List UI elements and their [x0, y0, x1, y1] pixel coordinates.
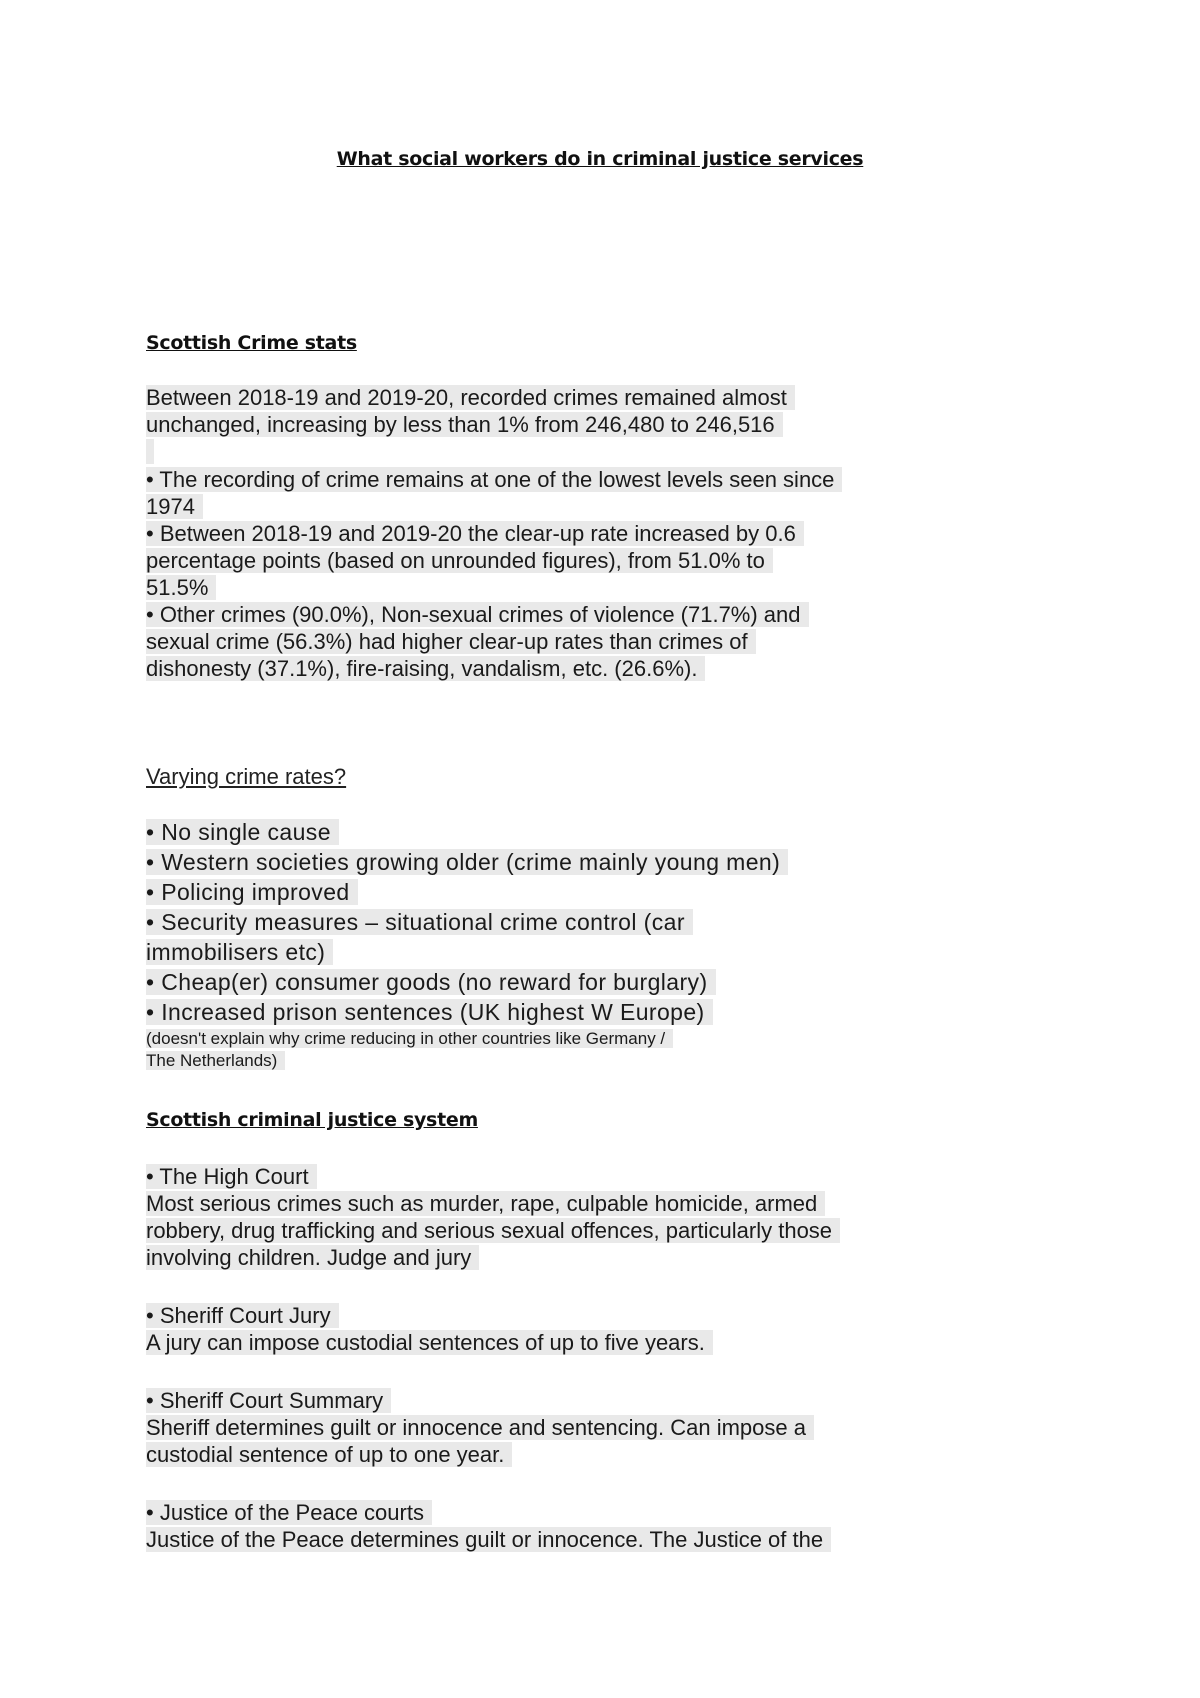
paragraph-line: robbery, drug trafficking and serious sexual offences, particularly those: [146, 1218, 840, 1243]
varying-rates-note: [146, 1028, 906, 1072]
bullet-line: dishonesty (37.1%), fire-raising, vandalism, etc. (26.6%).: [146, 656, 705, 681]
bullet-line: • No single cause: [146, 819, 339, 845]
bullet-line: • Justice of the Peace courts: [146, 1500, 432, 1525]
bullet-line: 1974: [146, 494, 203, 519]
paragraph-line: involving children. Judge and jury: [146, 1245, 479, 1270]
note-line: The Netherlands): [146, 1051, 285, 1070]
bullet-line: • Security measures – situational crime control (car: [146, 909, 693, 935]
paragraph-line: Between 2018-19 and 2019-20, recorded crimes remained almost: [146, 385, 795, 410]
bullet-line: immobilisers etc): [146, 939, 333, 965]
bullet-line: • Cheap(er) consumer goods (no reward for burglary): [146, 969, 716, 995]
paragraph-line: unchanged, increasing by less than 1% from 246,480 to 246,516: [146, 412, 783, 437]
bullet-line: percentage points (based on unrounded figures), from 51.0% to: [146, 548, 773, 573]
paragraph-line: A jury can impose custodial sentences of up to five years.: [146, 1330, 713, 1355]
section-varying-rates: [146, 763, 906, 790]
paragraph-line: Most serious crimes such as murder, rape, culpable homicide, armed: [146, 1191, 825, 1216]
sheriff-summary-block: [146, 1387, 906, 1468]
bullet-line: sexual crime (56.3%) had higher clear-up rates than crimes of: [146, 629, 756, 654]
bullet-line: • Sheriff Court Jury: [146, 1303, 339, 1328]
section-crime-stats: [146, 330, 906, 356]
section-heading: Scottish criminal justice system: [146, 1109, 478, 1131]
bullet-line: • Sheriff Court Summary: [146, 1388, 391, 1413]
jp-courts-block: [146, 1499, 906, 1553]
bullet-line: • Between 2018-19 and 2019-20 the clear-up rate increased by 0.6: [146, 521, 804, 546]
high-court-block: [146, 1163, 906, 1271]
crime-stats-intro: [146, 384, 906, 465]
note-line: (doesn't explain why crime reducing in other countries like Germany /: [146, 1029, 673, 1048]
section-heading: Scottish Crime stats: [146, 332, 357, 354]
bullet-line: • Other crimes (90.0%), Non-sexual crimes of violence (71.7%) and: [146, 602, 809, 627]
document-title: What social workers do in criminal justice services: [336, 148, 864, 170]
paragraph-line: custodial sentence of up to one year.: [146, 1442, 512, 1467]
bullet-line: • The recording of crime remains at one of the lowest levels seen since: [146, 467, 842, 492]
section-justice-system: [146, 1107, 906, 1133]
bullet-line: • Increased prison sentences (UK highest W Europe): [146, 999, 713, 1025]
paragraph-line: Sheriff determines guilt or innocence and sentencing. Can impose a: [146, 1415, 814, 1440]
blank-line: [146, 439, 154, 464]
bullet-line: 51.5%: [146, 575, 216, 600]
bullet-line: • The High Court: [146, 1164, 317, 1189]
crime-stats-bullets: [146, 466, 906, 682]
bullet-line: • Policing improved: [146, 879, 358, 905]
varying-rates-bullets: [146, 817, 906, 1027]
bullet-line: • Western societies growing older (crime mainly young men): [146, 849, 788, 875]
section-subheading: Varying crime rates?: [146, 764, 347, 789]
paragraph-line: Justice of the Peace determines guilt or innocence. The Justice of the: [146, 1527, 831, 1552]
sheriff-jury-block: [146, 1302, 906, 1356]
